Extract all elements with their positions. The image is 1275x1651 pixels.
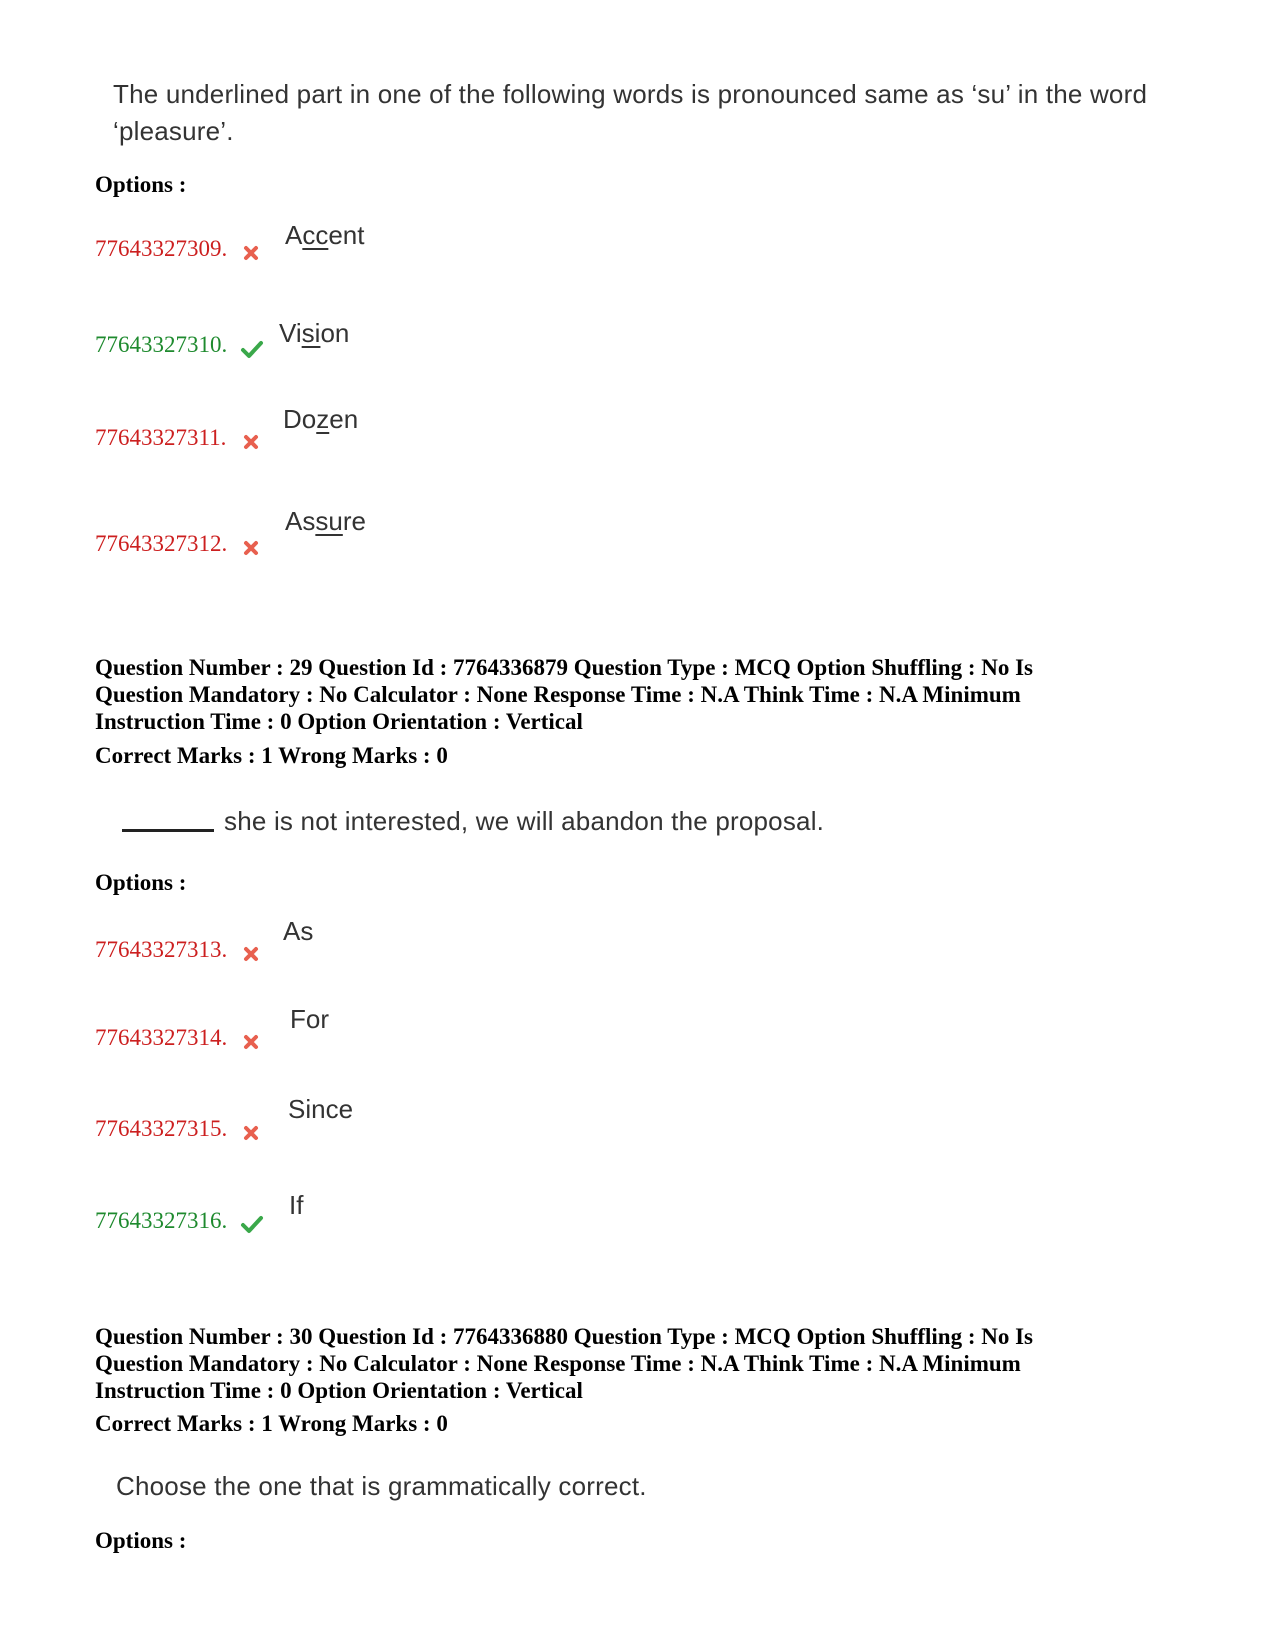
q28-option-1 [95, 236, 227, 262]
blank-line [122, 829, 214, 832]
q29-option-2 [95, 1025, 227, 1051]
q30-options-label: Options : [95, 1528, 187, 1553]
q28-option-4 [95, 531, 227, 557]
option-id: 77643327313. [95, 937, 228, 962]
cross-icon [243, 245, 259, 261]
q28-stem: The underlined part in one of the following words is pronounced same as ‘su’ in the word ‘pleasure’. [113, 79, 1148, 146]
q28-option-2-text: Vision [279, 318, 350, 348]
q29-options-label: Options : [95, 870, 187, 895]
q28-option-3-text: Dozen [283, 404, 359, 434]
option-id: 77643327316. [95, 1208, 228, 1233]
q29-option-2-text: For [290, 1004, 329, 1034]
option-id: 77643327314. [95, 1025, 228, 1050]
checkmark-icon [240, 1215, 264, 1235]
q29-option-4-text: If [289, 1190, 304, 1220]
cross-icon [243, 946, 259, 962]
cross-icon [243, 540, 259, 556]
checkmark-icon [240, 340, 264, 360]
option-id: 77643327311. [95, 425, 227, 450]
q30-stem: Choose the one that is grammatically correct. [116, 1471, 647, 1501]
q29-marks: Correct Marks : 1 Wrong Marks : 0 [95, 743, 448, 768]
q28-options-label: Options : [95, 172, 187, 197]
q29-stem-container [122, 803, 824, 840]
option-id: 77643327309. [95, 236, 228, 261]
q29-stem: she is not interested, we will abandon the proposal. [224, 806, 825, 836]
option-id: 77643327315. [95, 1116, 228, 1141]
q29-option-3-text: Since [288, 1094, 354, 1124]
cross-icon [243, 1125, 259, 1141]
q29-option-4 [95, 1208, 227, 1234]
q30-meta: Question Number : 30 Question Id : 7764336880 Question Type : MCQ Option Shuffling : No Is Question Mandatory : No Calculator : None Response Time : N.A Think Time : N.A Minimum Instruction Time : 0 Option Orientation : Vertical [95, 1324, 1034, 1403]
q29-option-1 [95, 937, 227, 963]
q30-marks: Correct Marks : 1 Wrong Marks : 0 [95, 1411, 448, 1436]
q28-option-2 [95, 332, 227, 358]
q28-option-3 [95, 425, 226, 451]
q28-option-1-text: Accent [285, 220, 365, 250]
cross-icon [243, 1034, 259, 1050]
q29-meta: Question Number : 29 Question Id : 7764336879 Question Type : MCQ Option Shuffling : No Is Question Mandatory : No Calculator : None Response Time : N.A Think Time : N.A Minimum Instruction Time : 0 Option Orientation : Vertical [95, 655, 1034, 734]
option-id: 77643327312. [95, 531, 228, 556]
q29-option-1-text: As [283, 916, 314, 946]
q28-option-4-text: Assure [285, 506, 366, 536]
option-id: 77643327310. [95, 332, 228, 357]
q29-option-3 [95, 1116, 227, 1142]
cross-icon [243, 434, 259, 450]
